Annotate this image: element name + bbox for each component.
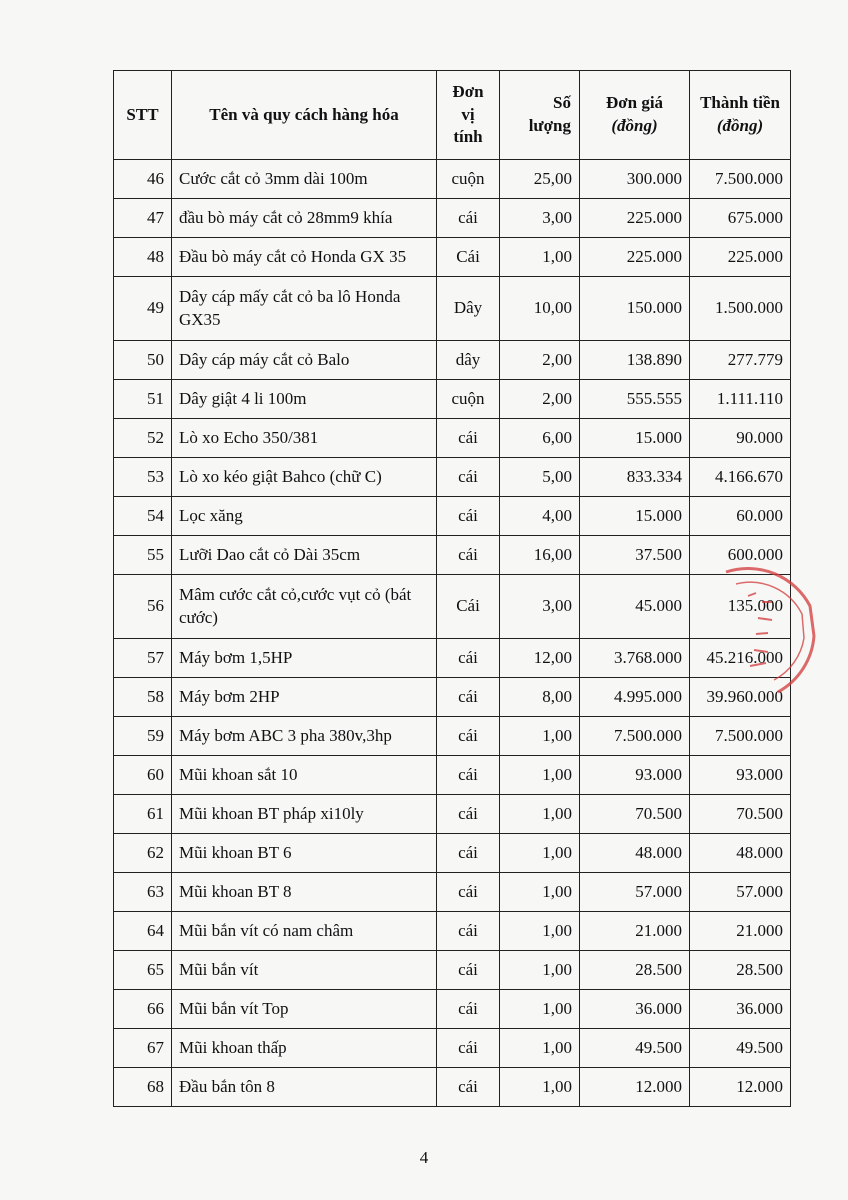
row-total-cell: 90.000 bbox=[690, 419, 791, 458]
row-unit-cell: cái bbox=[437, 536, 500, 575]
row-stt-cell: 61 bbox=[114, 795, 172, 834]
row-stt-cell: 56 bbox=[114, 575, 172, 639]
table-row bbox=[114, 717, 791, 756]
row-total-cell: 45.216.000 bbox=[690, 639, 791, 678]
row-price-cell: 300.000 bbox=[580, 160, 690, 199]
row-total-cell: 36.000 bbox=[690, 990, 791, 1029]
row-quantity-cell: 3,00 bbox=[500, 199, 580, 238]
table-row bbox=[114, 834, 791, 873]
table-body bbox=[114, 160, 791, 1107]
row-stt-cell: 64 bbox=[114, 912, 172, 951]
table-row bbox=[114, 277, 791, 341]
row-unit-cell: cái bbox=[437, 1029, 500, 1068]
row-total-cell: 675.000 bbox=[690, 199, 791, 238]
row-total-cell: 600.000 bbox=[690, 536, 791, 575]
row-total-cell: 135.000 bbox=[690, 575, 791, 639]
row-total-cell: 28.500 bbox=[690, 951, 791, 990]
row-price-cell: 49.500 bbox=[580, 1029, 690, 1068]
table-row bbox=[114, 756, 791, 795]
table-row bbox=[114, 912, 791, 951]
row-unit-cell: dây bbox=[437, 341, 500, 380]
row-quantity-cell: 3,00 bbox=[500, 575, 580, 639]
row-quantity-cell: 16,00 bbox=[500, 536, 580, 575]
row-name-cell: Mâm cước cắt cỏ,cước vụt cỏ (bát cước) bbox=[172, 575, 437, 639]
row-quantity-cell: 1,00 bbox=[500, 238, 580, 277]
row-price-cell: 15.000 bbox=[580, 497, 690, 536]
row-total-cell: 225.000 bbox=[690, 238, 791, 277]
row-stt-cell: 60 bbox=[114, 756, 172, 795]
row-price-cell: 28.500 bbox=[580, 951, 690, 990]
row-price-cell: 3.768.000 bbox=[580, 639, 690, 678]
table-row bbox=[114, 575, 791, 639]
row-stt-cell: 58 bbox=[114, 678, 172, 717]
row-quantity-cell: 6,00 bbox=[500, 419, 580, 458]
row-quantity-cell: 10,00 bbox=[500, 277, 580, 341]
row-quantity-cell: 12,00 bbox=[500, 639, 580, 678]
row-stt-cell: 52 bbox=[114, 419, 172, 458]
row-price-cell: 555.555 bbox=[580, 380, 690, 419]
row-stt-cell: 55 bbox=[114, 536, 172, 575]
row-price-cell: 36.000 bbox=[580, 990, 690, 1029]
row-stt-cell: 51 bbox=[114, 380, 172, 419]
row-name-cell: Dây cáp mấy cắt cỏ ba lô Honda GX35 bbox=[172, 277, 437, 341]
header-stt: STT bbox=[114, 71, 172, 160]
row-price-cell: 4.995.000 bbox=[580, 678, 690, 717]
row-quantity-cell: 2,00 bbox=[500, 341, 580, 380]
row-price-cell: 57.000 bbox=[580, 873, 690, 912]
row-stt-cell: 50 bbox=[114, 341, 172, 380]
table-row bbox=[114, 419, 791, 458]
table-row bbox=[114, 199, 791, 238]
row-stt-cell: 49 bbox=[114, 277, 172, 341]
row-name-cell: Máy bơm ABC 3 pha 380v,3hp bbox=[172, 717, 437, 756]
row-stt-cell: 66 bbox=[114, 990, 172, 1029]
row-name-cell: Lò xo kéo giật Bahco (chữ C) bbox=[172, 458, 437, 497]
row-name-cell: Mũi khoan thấp bbox=[172, 1029, 437, 1068]
row-unit-cell: Cái bbox=[437, 575, 500, 639]
row-stt-cell: 65 bbox=[114, 951, 172, 990]
row-stt-cell: 53 bbox=[114, 458, 172, 497]
row-unit-cell: cái bbox=[437, 990, 500, 1029]
table-row bbox=[114, 639, 791, 678]
row-quantity-cell: 25,00 bbox=[500, 160, 580, 199]
row-name-cell: Mũi bắn vít bbox=[172, 951, 437, 990]
row-quantity-cell: 1,00 bbox=[500, 717, 580, 756]
row-unit-cell: cuộn bbox=[437, 160, 500, 199]
row-total-cell: 4.166.670 bbox=[690, 458, 791, 497]
row-unit-cell: cái bbox=[437, 419, 500, 458]
header-total: Thành tiền (đồng) bbox=[690, 71, 791, 160]
header-unit-price: Đơn giá (đồng) bbox=[580, 71, 690, 160]
row-total-cell: 93.000 bbox=[690, 756, 791, 795]
row-name-cell: Mũi khoan BT pháp xi10ly bbox=[172, 795, 437, 834]
row-name-cell: Máy bơm 2HP bbox=[172, 678, 437, 717]
row-name-cell: Lọc xăng bbox=[172, 497, 437, 536]
row-stt-cell: 54 bbox=[114, 497, 172, 536]
row-stt-cell: 62 bbox=[114, 834, 172, 873]
row-unit-cell: cái bbox=[437, 756, 500, 795]
row-unit-cell: cái bbox=[437, 639, 500, 678]
row-unit-cell: cái bbox=[437, 458, 500, 497]
row-name-cell: Mũi bắn vít có nam châm bbox=[172, 912, 437, 951]
row-total-cell: 60.000 bbox=[690, 497, 791, 536]
header-quantity: Số lượng bbox=[500, 71, 580, 160]
row-price-cell: 138.890 bbox=[580, 341, 690, 380]
row-unit-cell: cái bbox=[437, 795, 500, 834]
row-stt-cell: 59 bbox=[114, 717, 172, 756]
table-row bbox=[114, 380, 791, 419]
row-stt-cell: 48 bbox=[114, 238, 172, 277]
row-quantity-cell: 1,00 bbox=[500, 1068, 580, 1107]
row-total-cell: 12.000 bbox=[690, 1068, 791, 1107]
row-name-cell: Đầu bò máy cắt cỏ Honda GX 35 bbox=[172, 238, 437, 277]
table-row bbox=[114, 990, 791, 1029]
row-quantity-cell: 1,00 bbox=[500, 756, 580, 795]
goods-table bbox=[113, 70, 791, 1107]
row-price-cell: 37.500 bbox=[580, 536, 690, 575]
row-total-cell: 7.500.000 bbox=[690, 160, 791, 199]
row-price-cell: 150.000 bbox=[580, 277, 690, 341]
row-unit-cell: cái bbox=[437, 951, 500, 990]
row-quantity-cell: 1,00 bbox=[500, 912, 580, 951]
row-quantity-cell: 1,00 bbox=[500, 1029, 580, 1068]
row-quantity-cell: 4,00 bbox=[500, 497, 580, 536]
row-price-cell: 833.334 bbox=[580, 458, 690, 497]
row-name-cell: Máy bơm 1,5HP bbox=[172, 639, 437, 678]
table-row bbox=[114, 678, 791, 717]
table-row bbox=[114, 341, 791, 380]
row-quantity-cell: 1,00 bbox=[500, 834, 580, 873]
row-name-cell: Dây giật 4 li 100m bbox=[172, 380, 437, 419]
row-unit-cell: cái bbox=[437, 834, 500, 873]
row-price-cell: 93.000 bbox=[580, 756, 690, 795]
row-name-cell: Đầu bắn tôn 8 bbox=[172, 1068, 437, 1107]
row-total-cell: 48.000 bbox=[690, 834, 791, 873]
row-total-cell: 70.500 bbox=[690, 795, 791, 834]
header-name: Tên và quy cách hàng hóa bbox=[172, 71, 437, 160]
row-total-cell: 57.000 bbox=[690, 873, 791, 912]
row-price-cell: 225.000 bbox=[580, 238, 690, 277]
row-quantity-cell: 2,00 bbox=[500, 380, 580, 419]
row-name-cell: Lò xo Echo 350/381 bbox=[172, 419, 437, 458]
table-header-row bbox=[114, 71, 791, 160]
row-name-cell: Mũi khoan BT 8 bbox=[172, 873, 437, 912]
row-name-cell: Mũi bắn vít Top bbox=[172, 990, 437, 1029]
table-row bbox=[114, 536, 791, 575]
row-total-cell: 39.960.000 bbox=[690, 678, 791, 717]
row-stt-cell: 47 bbox=[114, 199, 172, 238]
row-unit-cell: cái bbox=[437, 199, 500, 238]
row-price-cell: 70.500 bbox=[580, 795, 690, 834]
row-price-cell: 225.000 bbox=[580, 199, 690, 238]
row-unit-cell: cuộn bbox=[437, 380, 500, 419]
row-price-cell: 15.000 bbox=[580, 419, 690, 458]
row-name-cell: Lưỡi Dao cắt cỏ Dài 35cm bbox=[172, 536, 437, 575]
row-name-cell: Mũi khoan sắt 10 bbox=[172, 756, 437, 795]
row-quantity-cell: 1,00 bbox=[500, 990, 580, 1029]
row-name-cell: đầu bò máy cắt cỏ 28mm9 khía bbox=[172, 199, 437, 238]
row-total-cell: 21.000 bbox=[690, 912, 791, 951]
row-price-cell: 12.000 bbox=[580, 1068, 690, 1107]
row-price-cell: 21.000 bbox=[580, 912, 690, 951]
row-price-cell: 7.500.000 bbox=[580, 717, 690, 756]
row-unit-cell: cái bbox=[437, 497, 500, 536]
row-stt-cell: 46 bbox=[114, 160, 172, 199]
table-row bbox=[114, 873, 791, 912]
row-quantity-cell: 1,00 bbox=[500, 951, 580, 990]
table-row bbox=[114, 160, 791, 199]
table-row bbox=[114, 497, 791, 536]
table-row bbox=[114, 238, 791, 277]
row-total-cell: 49.500 bbox=[690, 1029, 791, 1068]
row-quantity-cell: 5,00 bbox=[500, 458, 580, 497]
row-unit-cell: cái bbox=[437, 1068, 500, 1107]
row-total-cell: 7.500.000 bbox=[690, 717, 791, 756]
row-total-cell: 277.779 bbox=[690, 341, 791, 380]
table-row bbox=[114, 795, 791, 834]
row-quantity-cell: 1,00 bbox=[500, 795, 580, 834]
row-unit-cell: cái bbox=[437, 678, 500, 717]
table-row bbox=[114, 458, 791, 497]
table-row bbox=[114, 1068, 791, 1107]
row-unit-cell: cái bbox=[437, 873, 500, 912]
table-row bbox=[114, 1029, 791, 1068]
header-unit: Đơn vị tính bbox=[437, 71, 500, 160]
row-name-cell: Cước cắt cỏ 3mm dài 100m bbox=[172, 160, 437, 199]
table-row bbox=[114, 951, 791, 990]
row-price-cell: 48.000 bbox=[580, 834, 690, 873]
row-name-cell: Mũi khoan BT 6 bbox=[172, 834, 437, 873]
row-quantity-cell: 8,00 bbox=[500, 678, 580, 717]
row-unit-cell: Cái bbox=[437, 238, 500, 277]
row-name-cell: Dây cáp máy cắt cỏ Balo bbox=[172, 341, 437, 380]
row-unit-cell: cái bbox=[437, 912, 500, 951]
row-unit-cell: cái bbox=[437, 717, 500, 756]
row-quantity-cell: 1,00 bbox=[500, 873, 580, 912]
row-stt-cell: 67 bbox=[114, 1029, 172, 1068]
page-number: 4 bbox=[419, 1148, 429, 1167]
row-stt-cell: 57 bbox=[114, 639, 172, 678]
row-price-cell: 45.000 bbox=[580, 575, 690, 639]
row-total-cell: 1.500.000 bbox=[690, 277, 791, 341]
row-stt-cell: 63 bbox=[114, 873, 172, 912]
row-unit-cell: Dây bbox=[437, 277, 500, 341]
row-total-cell: 1.111.110 bbox=[690, 380, 791, 419]
row-stt-cell: 68 bbox=[114, 1068, 172, 1107]
